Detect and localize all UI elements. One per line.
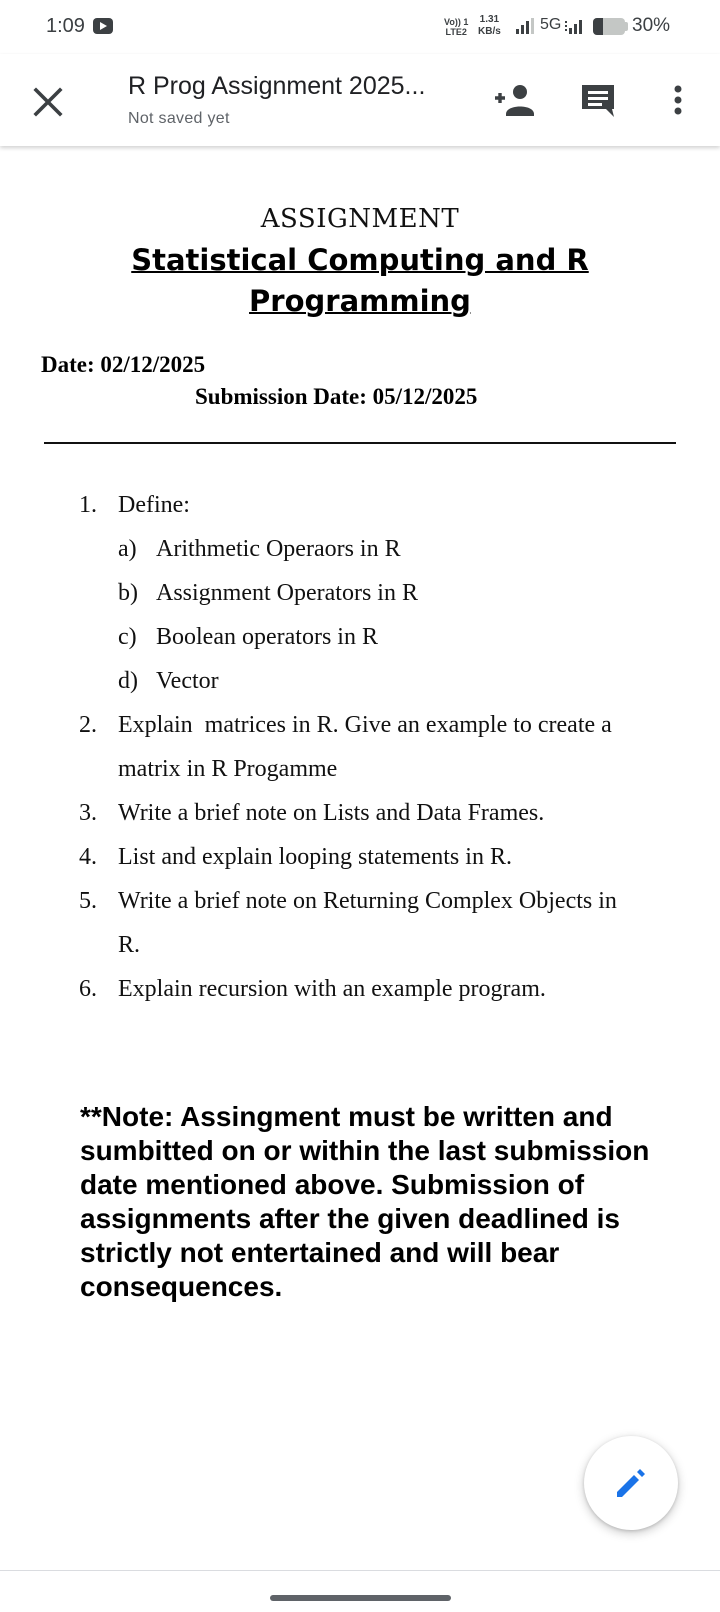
youtube-notification-icon: [93, 18, 113, 34]
subquestion-letter: c): [118, 624, 137, 650]
question-text-continued: R.: [118, 932, 141, 958]
comment-icon[interactable]: [579, 82, 617, 118]
battery-icon: [593, 18, 625, 35]
status-bar: [0, 0, 720, 54]
question-text: Write a brief note on Returning Complex Objects in: [118, 888, 617, 914]
edit-fab-button[interactable]: [584, 1436, 678, 1530]
edit-pencil-icon: [613, 1465, 649, 1501]
subquestion-text: Vector: [156, 668, 219, 694]
horizontal-rule: [44, 442, 676, 444]
app-bar: [0, 54, 720, 146]
subquestion-text: Assignment Operators in R: [156, 580, 418, 606]
course-title: Statistical Computing and R Programming: [131, 243, 589, 318]
subquestion-text: Arithmetic Operaors in R: [156, 536, 401, 562]
question-text: Define:: [118, 492, 190, 518]
close-icon[interactable]: [28, 82, 68, 122]
question-text: Explain matrices in R. Give an example to create a: [118, 712, 612, 738]
network-type: 5G: [540, 16, 562, 33]
question-number: 4.: [79, 844, 97, 870]
signal-strength-icon: [516, 18, 534, 34]
home-gesture-handle[interactable]: [270, 1595, 451, 1601]
question-number: 6.: [79, 976, 97, 1002]
subquestion-letter: a): [118, 536, 137, 562]
save-status: Not saved yet: [128, 110, 230, 127]
question-text-continued: matrix in R Progamme: [118, 756, 338, 782]
assignment-date: Date: 02/12/2025: [41, 352, 206, 377]
question-text: Explain recursion with an example program.: [118, 976, 546, 1002]
more-vert-icon[interactable]: [666, 82, 690, 118]
document-body[interactable]: [0, 146, 720, 1570]
question-text: Write a brief note on Lists and Data Frames.: [118, 800, 545, 826]
question-text: List and explain looping statements in R.: [118, 844, 512, 870]
submission-note: **Note: Assingment must be written and sumbitted on or within the last submission date mentioned above. Submission of assignments after the given deadlined is strictly not entertained and will bear consequences.: [80, 1101, 650, 1302]
battery-percent: 30%: [632, 15, 671, 36]
subquestion-letter: d): [118, 668, 138, 694]
navigation-bar: [0, 1570, 720, 1612]
question-number: 2.: [79, 712, 97, 738]
status-time: 1:09: [46, 15, 85, 37]
signal-strength-5g-icon: [565, 18, 585, 34]
question-number: 1.: [79, 492, 97, 518]
volte-indicator: Vo)) 1 LTE2: [444, 17, 469, 37]
subquestion-letter: b): [118, 580, 138, 606]
subquestion-text: Boolean operators in R: [156, 624, 378, 650]
submission-date: Submission Date: 05/12/2025: [195, 384, 478, 409]
add-person-icon[interactable]: [494, 82, 538, 118]
assignment-heading: ASSIGNMENT: [260, 204, 460, 234]
document-title[interactable]: R Prog Assignment 2025...: [128, 72, 426, 100]
network-speed: 1.31 KB/s: [478, 14, 501, 37]
question-number: 5.: [79, 888, 97, 914]
question-number: 3.: [79, 800, 97, 826]
battery-tip: [625, 22, 628, 31]
